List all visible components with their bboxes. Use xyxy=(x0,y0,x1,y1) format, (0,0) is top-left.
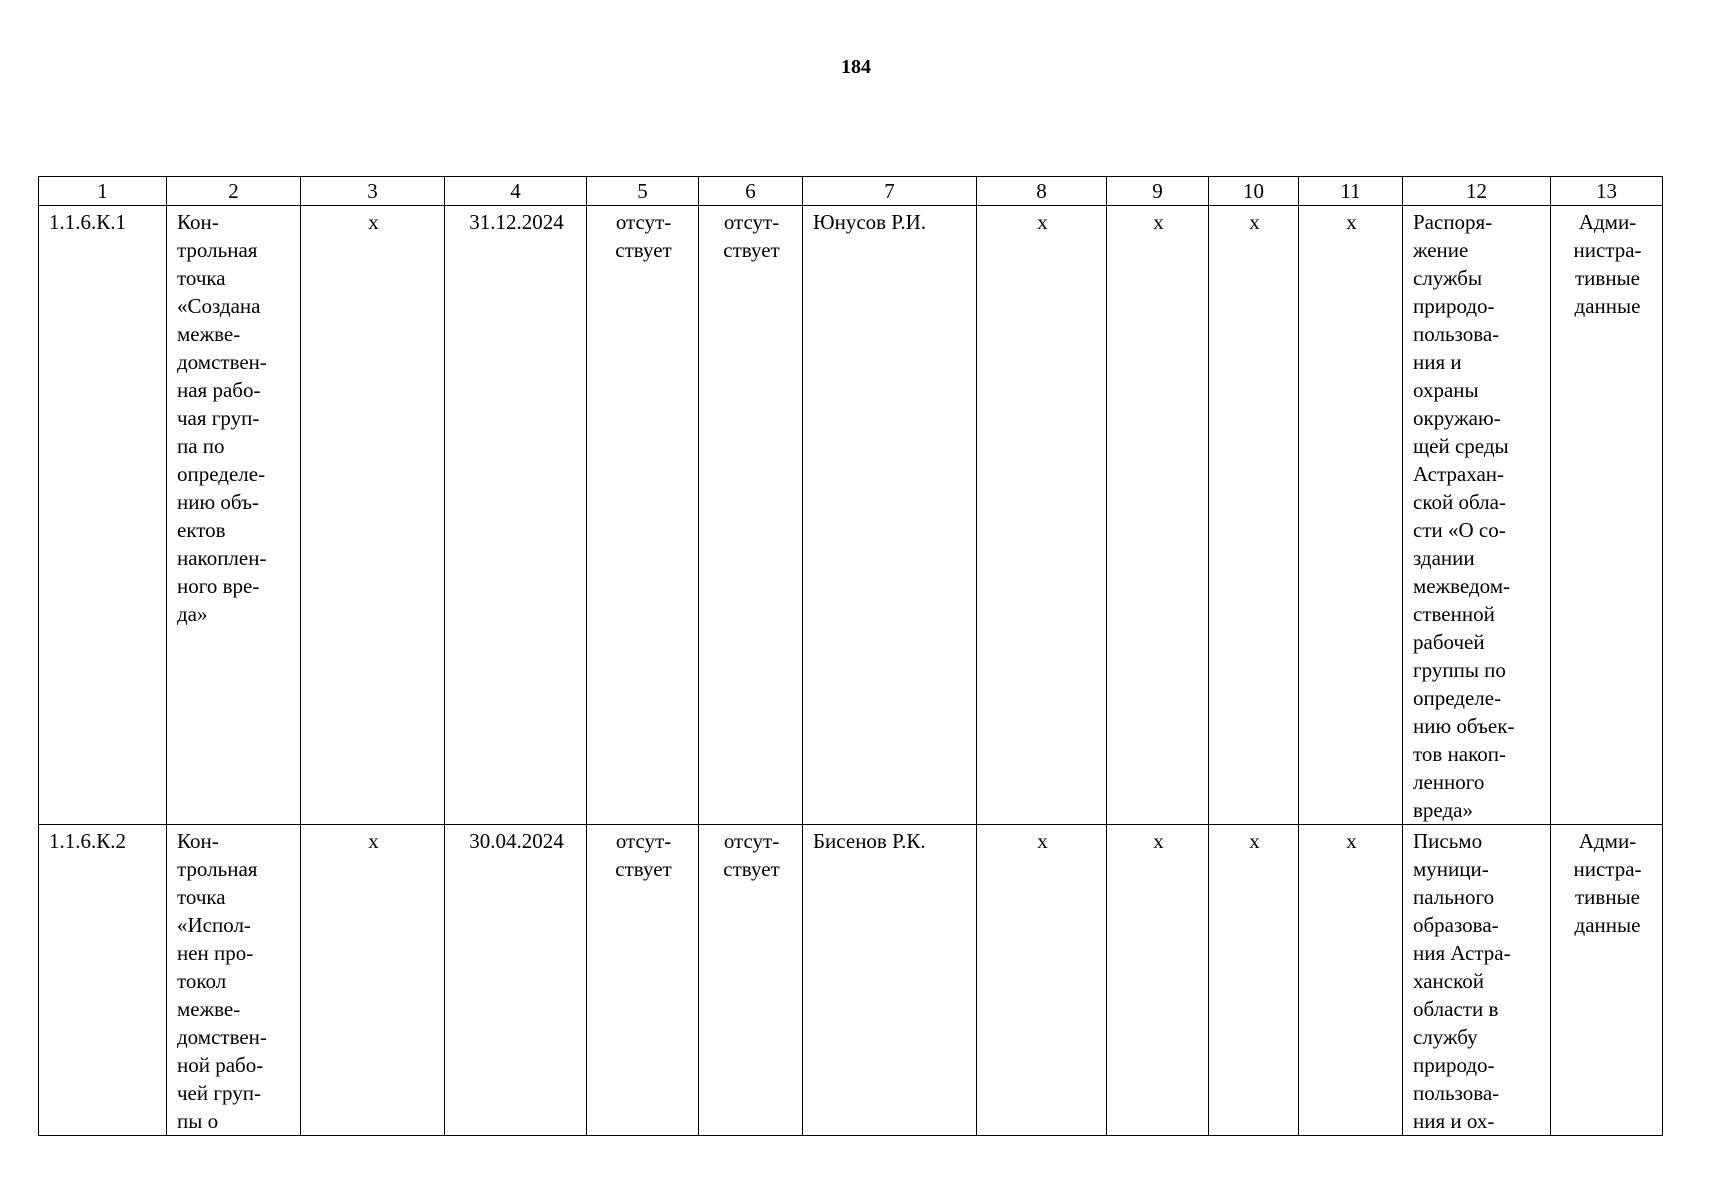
cell-description: Кон- трольная точка «Создана межве- домствен- ная рабо- чая груп- па по определе- нию объ- ектов накоплен- ного вре- да» xyxy=(167,206,301,825)
column-header-7: 7 xyxy=(803,177,977,206)
column-header-3: 3 xyxy=(301,177,445,206)
cell-col-6: отсут- ствует xyxy=(699,825,803,1136)
cell-col-5: отсут- ствует xyxy=(587,825,699,1136)
cell-col-10: x xyxy=(1209,206,1299,825)
column-header-6: 6 xyxy=(699,177,803,206)
page-number: 184 xyxy=(841,56,871,78)
cell-col-3: x xyxy=(301,206,445,825)
column-header-2: 2 xyxy=(167,177,301,206)
table-row xyxy=(39,206,1663,825)
column-header-8: 8 xyxy=(977,177,1107,206)
column-header-5: 5 xyxy=(587,177,699,206)
cell-data-source: Адми- нистра- тивные данные xyxy=(1551,825,1663,1136)
cell-col-9: x xyxy=(1107,825,1209,1136)
cell-document: Распоря- жение службы природо- пользова- ния и охраны окружаю- щей среды Астрахан- ской обла- сти «О со- здании межведом- ственной рабочей группы по определе- нию объек- тов накоп- ленного вреда» xyxy=(1403,206,1551,825)
table-row xyxy=(39,825,1663,1136)
cell-description: Кон- трольная точка «Испол- нен про- токол межве- домствен- ной рабо- чей груп- пы о xyxy=(167,825,301,1136)
column-header-11: 11 xyxy=(1299,177,1403,206)
cell-col-8: x xyxy=(977,206,1107,825)
column-header-12: 12 xyxy=(1403,177,1551,206)
cell-date: 30.04.2024 xyxy=(445,825,587,1136)
cell-date: 31.12.2024 xyxy=(445,206,587,825)
cell-responsible: Юнусов Р.И. xyxy=(803,206,977,825)
cell-code: 1.1.6.К.1 xyxy=(39,206,167,825)
column-header-9: 9 xyxy=(1107,177,1209,206)
cell-code: 1.1.6.К.2 xyxy=(39,825,167,1136)
cell-col-5: отсут- ствует xyxy=(587,206,699,825)
column-header-4: 4 xyxy=(445,177,587,206)
cell-col-11: x xyxy=(1299,825,1403,1136)
column-header-13: 13 xyxy=(1551,177,1663,206)
cell-responsible: Бисенов Р.К. xyxy=(803,825,977,1136)
cell-document: Письмо муници- пального образова- ния Астра- ханской области в службу природо- пользова- ния и ох- xyxy=(1403,825,1551,1136)
cell-col-11: x xyxy=(1299,206,1403,825)
cell-col-10: x xyxy=(1209,825,1299,1136)
cell-col-3: x xyxy=(301,825,445,1136)
data-table xyxy=(38,176,1663,1136)
column-header-1: 1 xyxy=(39,177,167,206)
header-row xyxy=(39,177,1663,206)
cell-col-8: x xyxy=(977,825,1107,1136)
column-header-10: 10 xyxy=(1209,177,1299,206)
cell-data-source: Адми- нистра- тивные данные xyxy=(1551,206,1663,825)
cell-col-9: x xyxy=(1107,206,1209,825)
cell-col-6: отсут- ствует xyxy=(699,206,803,825)
